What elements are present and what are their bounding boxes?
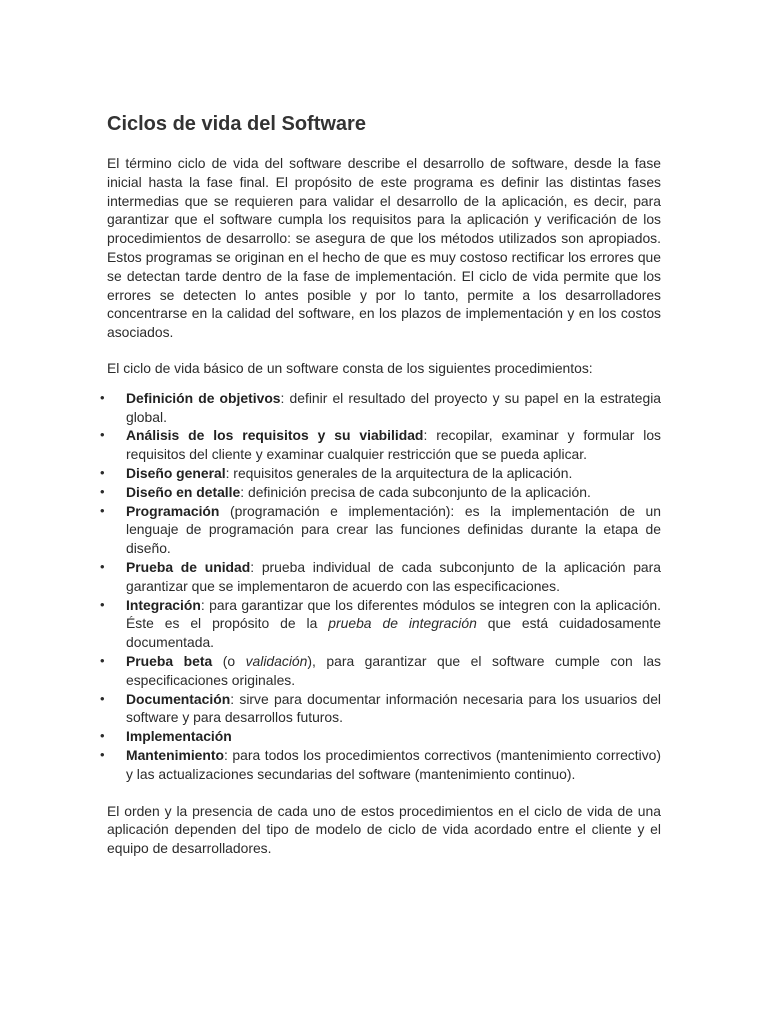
bullet-icon: • [100,483,105,499]
list-item [100,464,661,483]
bullet-icon: • [100,652,105,668]
list-item [100,596,661,652]
item-term: Mantenimiento [126,746,225,763]
item-term: Documentación [126,690,231,707]
item-term: Prueba de unidad [126,558,251,575]
list-item [100,389,662,427]
item-text-continued: ), para garantizar que el software cumple con las especificaciones originales. [126,652,661,688]
list-item [100,426,662,464]
bullet-icon: • [100,558,105,574]
item-text: : para todos los procedimientos correctivos (mantenimiento correctivo) y las actualizaciones secundarias del software (mantenimiento continuo). [126,746,661,782]
list-item [100,502,661,558]
item-emphasis: validación [245,652,308,669]
item-text: : sirve para documentar información necesaria para los usuarios del software y para desarrollos futuros. [126,690,661,726]
list-item [100,483,661,502]
item-term: Programación [126,502,220,519]
intro-paragraph: El término ciclo de vida del software describe el desarrollo de software, desde la fase inicial hasta la fase final. El propósito de este programa es definir las distintas fases intermedias que se requieren para validar el desarrollo de la aplicación, es decir, para garantizar que el software cumpla los requisitos para la aplicación y verificación de los procedimientos de desarrollo: se asegura de que los métodos utilizados son apropiados. Estos programas se originan en el hecho de que es muy costoso rectificar los errores que se detectan tarde dentro de la fase de implementación. El ciclo de vida permite que los errores se detecten lo antes posible y por lo tanto, permite a los desarrolladores concentrarse en la calidad del software, en los plazos de implementación y en los costos asociados. [107,155,661,341]
item-term: Integración [126,596,201,613]
item-text-continued: que está cuidadosamente documentada. [126,615,661,651]
item-text: : para garantizar que los diferentes módulos se integren con la aplicación. Éste es el propósito de la [126,596,661,632]
item-term: Diseño general [126,464,226,481]
bullet-icon: • [100,690,105,706]
lead-paragraph: El ciclo de vida básico de un software consta de los siguientes procedimientos: [107,359,593,376]
item-term: Implementación [126,728,232,745]
list-item [100,690,661,728]
item-text: : recopilar, examinar y formular los requisitos del cliente y examinar cualquier restricción que se pueda aplicar. [126,427,662,463]
list-item [100,727,661,746]
list-item [100,746,661,784]
bullet-icon: • [100,464,105,480]
bullet-icon: • [100,596,105,612]
item-text: (programación e implementación): es la implementación de un lenguaje de programación para crear las funciones definidas durante la etapa de diseño. [126,502,661,557]
item-term: Diseño en detalle [126,483,241,500]
item-term: Definición de objetivos [126,389,281,406]
page-title: Ciclos de vida del Software [107,113,366,135]
item-term: Análisis de los requisitos y su viabilidad [126,427,424,444]
bullet-icon: • [100,502,105,518]
item-text: : prueba individual de cada subconjunto de la aplicación para garantizar que se implementaron de acuerdo con las especificaciones. [126,558,661,594]
bullet-icon: • [100,728,105,744]
item-emphasis: prueba de integración [328,615,477,632]
item-text: : requisitos generales de la arquitectura de la aplicación. [225,464,573,481]
item-text: (o [212,652,246,669]
closing-paragraph: El orden y la presencia de cada uno de estos procedimientos en el ciclo de vida de una aplicación dependen del tipo de modelo de ciclo de vida acordado entre el cliente y el equipo de desarrolladores. [107,802,661,857]
bullet-icon: • [100,389,105,405]
list-item [100,652,661,690]
procedures-list [100,389,662,784]
list-item [100,558,661,596]
item-text: : definición precisa de cada subconjunto de la aplicación. [240,483,591,500]
bullet-icon: • [100,746,105,762]
bullet-icon: • [100,427,105,443]
item-term: Prueba beta [126,652,213,669]
item-text: : definir el resultado del proyecto y su papel en la estrategia global. [126,389,662,425]
document-page [100,108,662,858]
